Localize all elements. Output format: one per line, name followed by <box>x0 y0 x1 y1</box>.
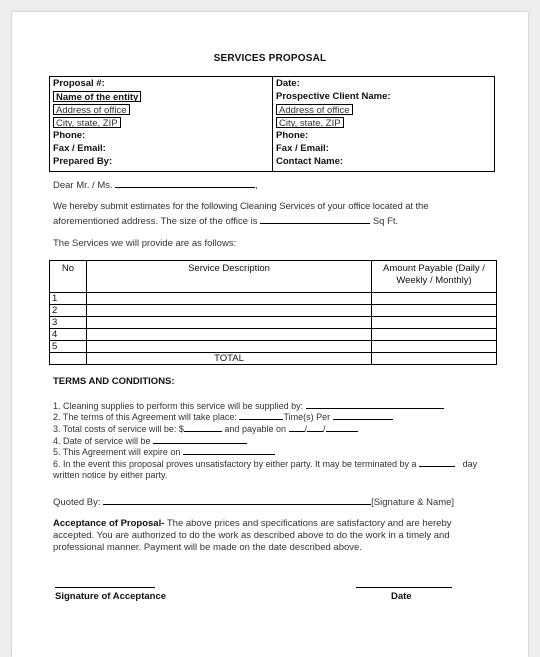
signature-label: Signature of Acceptance <box>55 591 167 602</box>
term-1: 1. Cleaning supplies to perform this service will be supplied by: <box>53 400 444 411</box>
table-row: 3 <box>50 317 497 329</box>
total-amount-cell[interactable] <box>372 353 497 365</box>
entity-address-field[interactable]: Address of office <box>53 104 130 115</box>
col-header-amount: Amount Payable (Daily / Weekly / Monthly) <box>372 261 497 293</box>
intro-line-2: aforementioned address. The size of the office is Sq Ft. <box>53 216 399 227</box>
salutation: Dear Mr. / Ms. , <box>53 180 258 191</box>
total-label: TOTAL <box>87 353 372 365</box>
client-city-field[interactable]: City, state, ZIP <box>276 117 344 128</box>
entity-name-field[interactable]: Name of the entity <box>53 91 141 102</box>
acceptance-heading: Acceptance of Proposal- <box>53 518 165 529</box>
table-row: 4 <box>50 329 497 341</box>
prepared-by-label: Prepared By: <box>53 156 113 167</box>
office-size-blank[interactable] <box>260 215 370 224</box>
client-name-label: Prospective Client Name: <box>276 91 391 102</box>
term-5: 5. This Agreement will expire on <box>53 446 275 457</box>
table-row: 5 <box>50 341 497 353</box>
contact-name-label: Contact Name: <box>276 156 344 167</box>
fax-email-label: Fax / Email: <box>53 143 106 154</box>
date-label-bottom: Date <box>391 591 412 602</box>
table-row: 2 <box>50 305 497 317</box>
quoted-by-line: Quoted By: [Signature & Name] <box>53 497 455 508</box>
services-intro: The Services we will provide are as follows: <box>53 238 237 249</box>
col-header-description: Service Description <box>87 261 372 293</box>
col-header-no: No <box>50 261 87 293</box>
terms-heading: TERMS AND CONDITIONS: <box>53 376 175 387</box>
proposal-number-label: Proposal #: <box>53 78 105 89</box>
entity-city-field[interactable]: City, state, ZIP <box>53 117 121 128</box>
recipient-name-blank[interactable] <box>115 179 255 188</box>
phone-label: Phone: <box>53 130 86 141</box>
intro-line-1: We hereby submit estimates for the following Cleaning Services of your office located at the <box>53 201 429 212</box>
quoted-by-blank[interactable] <box>103 496 371 505</box>
services-table <box>49 260 497 365</box>
term-6: 6. In the event this proposal proves unsatisfactory by either party. It may be terminated by a day <box>53 459 478 469</box>
term-4: 4. Date of service will be <box>53 435 247 446</box>
table-row: 1 <box>50 293 497 305</box>
client-address-field[interactable]: Address of office <box>276 104 353 115</box>
term-6-continued: written notice by either party. <box>53 470 168 480</box>
term-2: 2. The terms of this Agreement will take place: Time(s) Per <box>53 411 393 422</box>
proposal-info-table <box>49 76 495 172</box>
term-3: 3. Total costs of service will be: $ and payable on / / <box>53 423 358 434</box>
acceptance-line-2: accepted. You are authorized to do the work as described above to do the work in a timely and <box>53 530 450 541</box>
total-row <box>50 353 497 365</box>
signature-line[interactable] <box>55 587 155 588</box>
client-phone-label: Phone: <box>276 130 309 141</box>
document-page <box>12 12 528 657</box>
acceptance-line-3: professional manner. Payment will be made on the date described above. <box>53 542 362 553</box>
date-label: Date: <box>276 78 300 89</box>
document-title: SERVICES PROPOSAL <box>213 53 327 64</box>
date-line[interactable] <box>356 587 452 588</box>
acceptance-line-1: Acceptance of Proposal- The above prices and specifications are satisfactory and are hereby <box>53 518 452 529</box>
client-fax-email-label: Fax / Email: <box>276 143 329 154</box>
